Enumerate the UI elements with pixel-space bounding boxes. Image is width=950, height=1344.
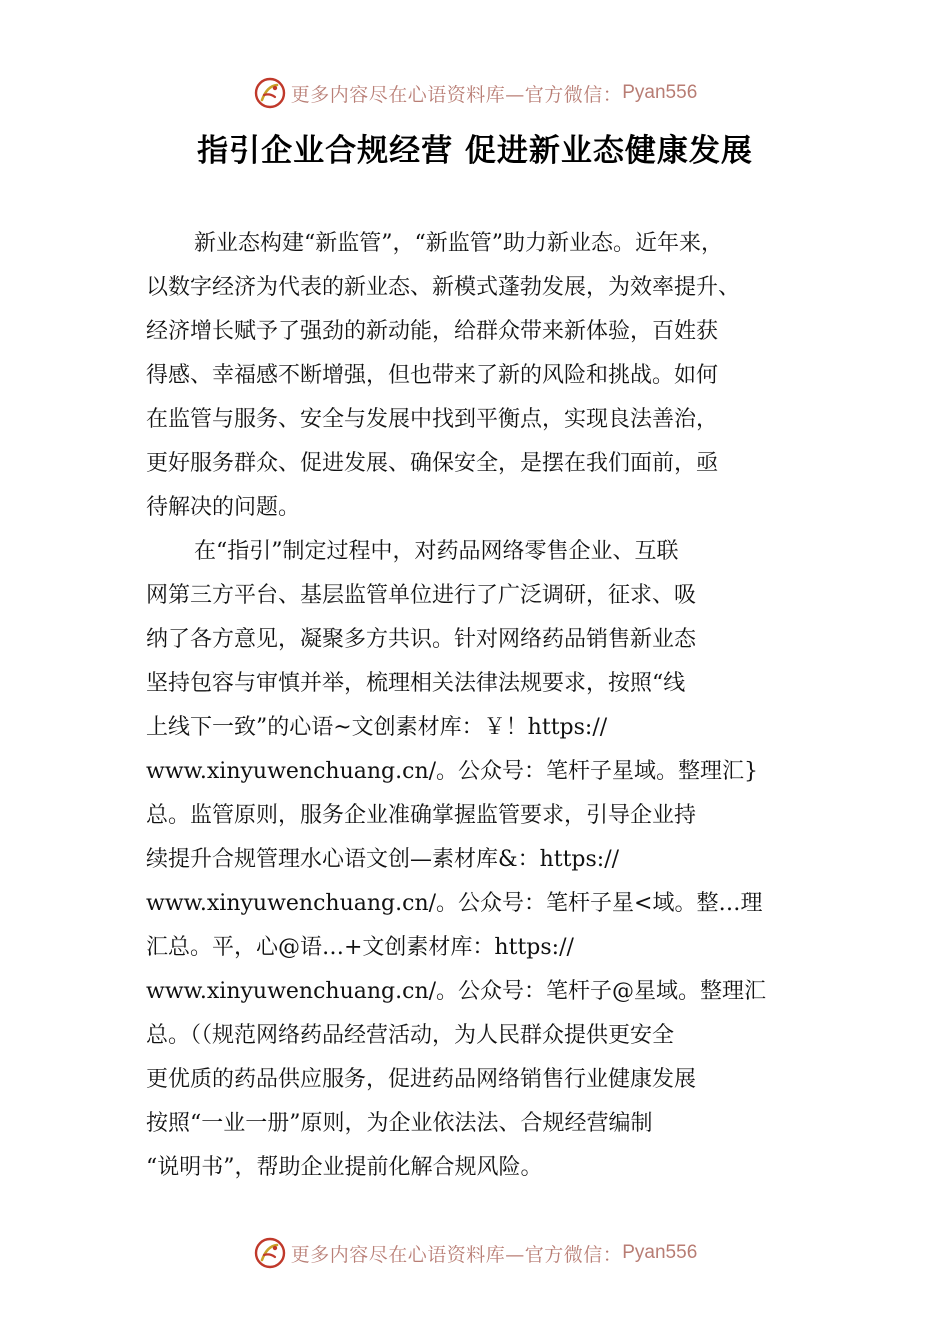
footer-text: 更多内容尽在心语资料库—官方微信： bbox=[290, 1243, 623, 1266]
paragraph-line: www.xinyuwenchuang.cn/。公众号：笔杆子星域。整理汇} bbox=[146, 759, 759, 784]
paragraph-line: 纳了各方意见，凝聚多方共识。针对网络药品销售新业态 bbox=[146, 627, 697, 652]
paragraph-line: 更优质的药品供应服务，促进药品网络销售行业健康发展 bbox=[146, 1067, 697, 1092]
paragraph-line: 得感、幸福感不断增强，但也带来了新的风险和挑战。如何 bbox=[146, 363, 719, 388]
paragraph-line: 待解决的问题。 bbox=[146, 495, 301, 520]
paragraph-line: 更好服务群众、促进发展、确保安全，是摆在我们面前，亟 bbox=[146, 451, 719, 476]
paragraph-line: 以数字经济为代表的新业态、新模式蓬勃发展，为效率提升、 bbox=[146, 275, 741, 300]
paragraph-line: 按照“一业一册”原则，为企业依法法、合规经营编制 bbox=[146, 1111, 653, 1136]
paragraph-line: 总。（（规范网络药品经营活动，为人民群众提供更安全 bbox=[146, 1023, 675, 1048]
paragraph-line: 汇总。平，心@语…+文创素材库：https:// bbox=[146, 935, 574, 960]
paragraph-line: 在“指引”制定过程中，对药品网络零售企业、互联 bbox=[194, 539, 679, 564]
paragraph-line: 网第三方平台、基层监管单位进行了广泛调研，征求、吸 bbox=[146, 583, 697, 608]
paragraph-line: 续提升合规管理水心语文创—素材库&：https:// bbox=[146, 847, 620, 872]
footer-wechat-id: Pyan556 bbox=[622, 1242, 698, 1263]
paragraph-2 bbox=[146, 530, 806, 1190]
paragraph-line: 总。监管原则，服务企业准确掌握监管要求，引导企业持 bbox=[146, 803, 697, 828]
logo-icon bbox=[253, 76, 287, 110]
document-title: 指引企业合规经营 促进新业态健康发展 bbox=[197, 133, 753, 169]
document-body bbox=[146, 222, 806, 1190]
header-banner bbox=[0, 73, 950, 113]
paragraph-line: 上线下一致”的心语~文创素材库：￥！https:// bbox=[146, 715, 608, 740]
paragraph-line: www.xinyuwenchuang.cn/。公众号：笔杆子@星域。整理汇 bbox=[146, 979, 767, 1004]
paragraph-line: www.xinyuwenchuang.cn/。公众号：笔杆子星<域。整…理 bbox=[146, 891, 763, 916]
paragraph-line: 坚持包容与审慎并举，梳理相关法律法规要求，按照“线 bbox=[146, 671, 686, 696]
paragraph-line: 在监管与服务、安全与发展中找到平衡点，实现良法善治， bbox=[146, 407, 719, 432]
paragraph-line: 新业态构建“新监管”，“新监管”助力新业态。近年来， bbox=[194, 231, 723, 256]
header-text: 更多内容尽在心语资料库—官方微信： bbox=[290, 83, 623, 106]
header-wechat-id: Pyan556 bbox=[622, 82, 698, 103]
paragraph-1 bbox=[146, 222, 806, 530]
footer-banner bbox=[0, 1233, 950, 1273]
paragraph-line: 经济增长赋予了强劲的新动能，给群众带来新体验，百姓获 bbox=[146, 319, 719, 344]
paragraph-line: “说明书”，帮助企业提前化解合规风险。 bbox=[146, 1155, 543, 1180]
logo-icon bbox=[253, 1236, 287, 1270]
